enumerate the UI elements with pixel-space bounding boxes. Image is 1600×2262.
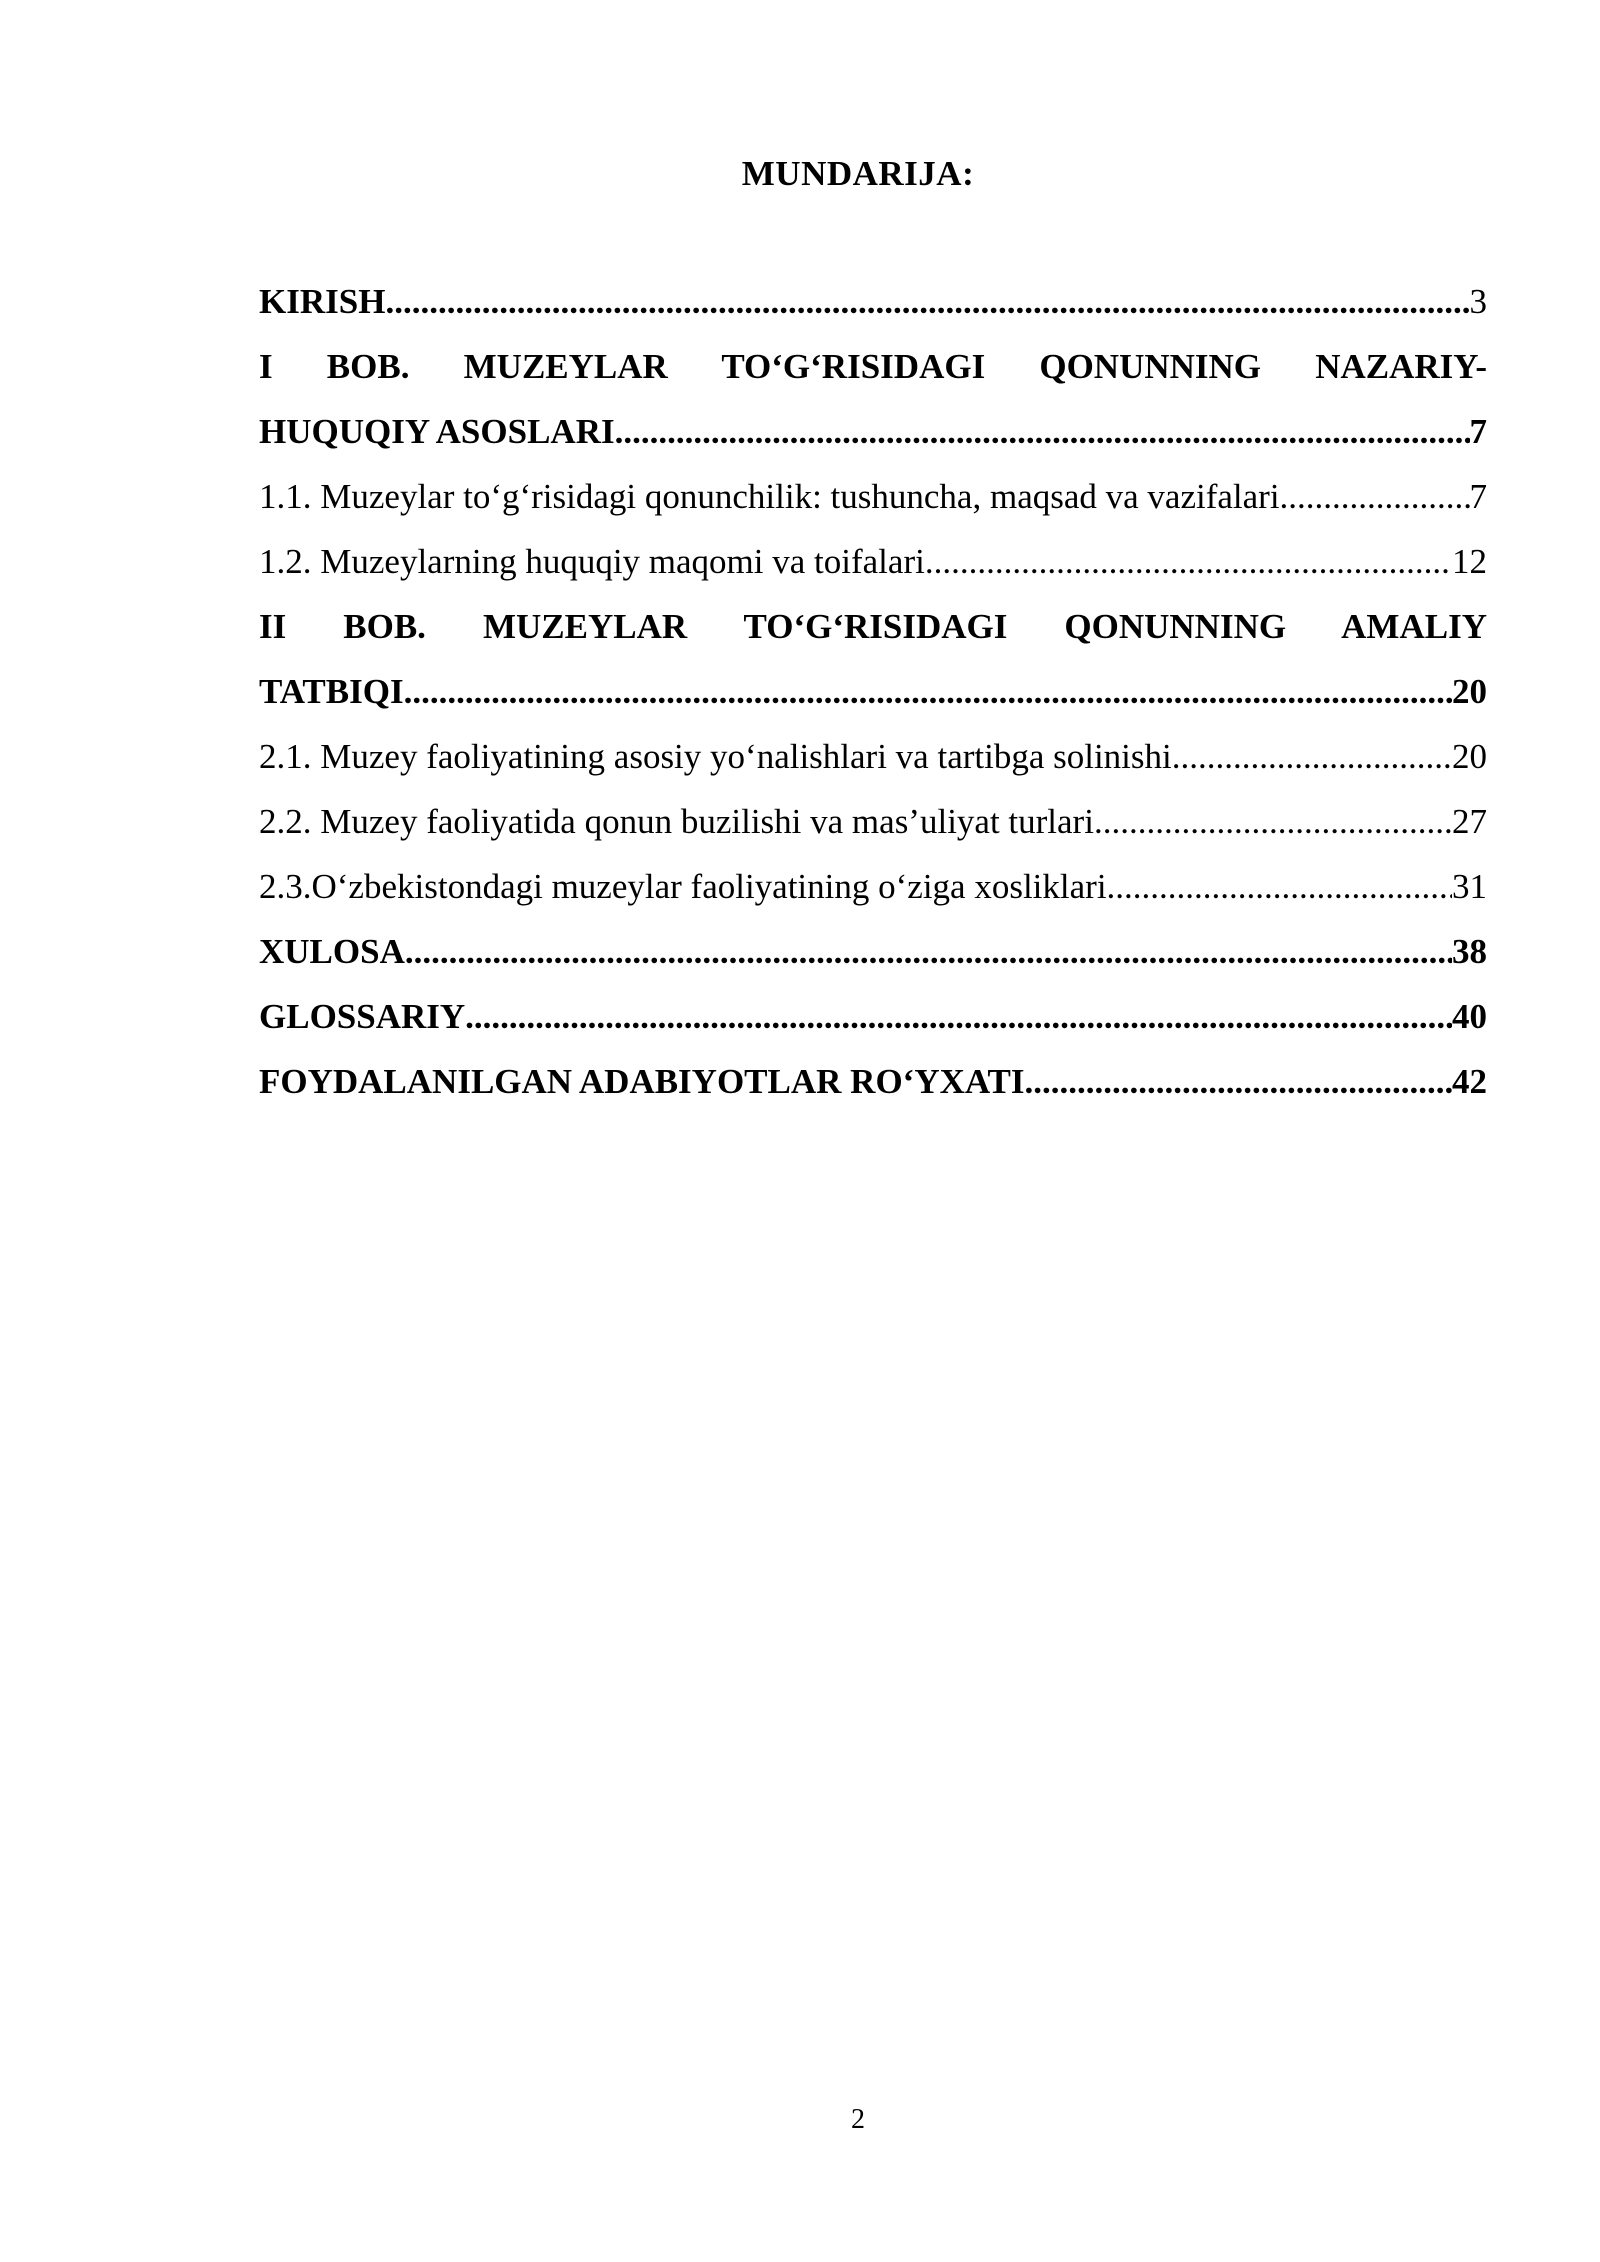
toc-entry-label: TATBIQI	[259, 672, 404, 711]
dot-leader	[615, 399, 1470, 464]
dot-leader	[1172, 724, 1452, 789]
toc-entry-1-2[interactable]	[259, 529, 1487, 594]
toc-entry-label: KIRISH	[259, 282, 386, 321]
toc-entry-2-1[interactable]	[259, 724, 1487, 789]
toc-entry-label: 2.3.O‘zbekistondagi muzeylar faoliyatining o‘ziga xosliklari	[259, 867, 1107, 906]
dot-leader	[404, 659, 1452, 724]
toc-entry-page: 38	[1452, 932, 1487, 971]
toc-chapter-2-heading[interactable]: II BOB. MUZEYLAR TO‘G‘RISIDAGI QONUNNING AMALIY	[259, 607, 1487, 646]
toc-entry-label: FOYDALANILGAN ADABIYOTLAR RO‘YXATI	[259, 1062, 1025, 1101]
toc-entry-kirish[interactable]	[259, 269, 1487, 334]
toc-entry-label: XULOSA	[259, 932, 405, 971]
dot-leader	[405, 919, 1452, 984]
toc-entry-2-2[interactable]	[259, 789, 1487, 854]
table-of-contents	[259, 269, 1487, 1114]
toc-entry-page: 20	[1452, 672, 1487, 711]
page-number: 2	[851, 2104, 865, 2135]
dot-leader	[1107, 854, 1452, 919]
toc-entry-label: HUQUQIY ASOSLARI	[259, 412, 615, 451]
toc-entry-page: 3	[1469, 282, 1487, 321]
toc-entry-label: 2.1. Muzey faoliyatining asosiy yo‘nalishlari va tartibga solinishi	[259, 737, 1172, 776]
toc-entry-label: 2.2. Muzey faoliyatida qonun buzilishi va mas’uliyat turlari	[259, 802, 1094, 841]
toc-entry-label: 1.2. Muzeylarning huquqiy maqomi va toifalari	[259, 542, 925, 581]
dot-leader	[1025, 1049, 1452, 1114]
toc-entry-label: GLOSSARIY	[259, 997, 466, 1036]
toc-entry-label: 1.1. Muzeylar to‘g‘risidagi qonunchilik: tushuncha, maqsad va vazifalari	[259, 477, 1280, 516]
toc-entry-page: 20	[1452, 737, 1487, 776]
page-title: MUNDARIJA:	[741, 154, 975, 193]
toc-entry-page: 40	[1452, 997, 1487, 1036]
toc-entry-page: 7	[1469, 412, 1487, 451]
dot-leader	[1094, 789, 1452, 854]
toc-entry-page: 7	[1469, 477, 1487, 516]
toc-entry-page: 12	[1452, 542, 1487, 581]
toc-entry-page: 42	[1452, 1062, 1487, 1101]
dot-leader	[1280, 464, 1470, 529]
toc-entry-1-1[interactable]	[259, 464, 1487, 529]
toc-entry-chapter-2[interactable]	[259, 659, 1487, 724]
toc-entry-xulosa[interactable]	[259, 919, 1487, 984]
toc-entry-page: 27	[1452, 802, 1487, 841]
toc-entry-2-3[interactable]	[259, 854, 1487, 919]
toc-entry-adabiyotlar[interactable]	[259, 1049, 1487, 1114]
toc-entry-glossariy[interactable]	[259, 984, 1487, 1049]
dot-leader	[465, 984, 1452, 1049]
toc-chapter-1-heading[interactable]: I BOB. MUZEYLAR TO‘G‘RISIDAGI QONUNNING NAZARIY-	[259, 347, 1487, 386]
dot-leader	[385, 269, 1469, 334]
toc-entry-page: 31	[1452, 867, 1487, 906]
toc-entry-chapter-1[interactable]	[259, 399, 1487, 464]
dot-leader	[925, 529, 1452, 594]
